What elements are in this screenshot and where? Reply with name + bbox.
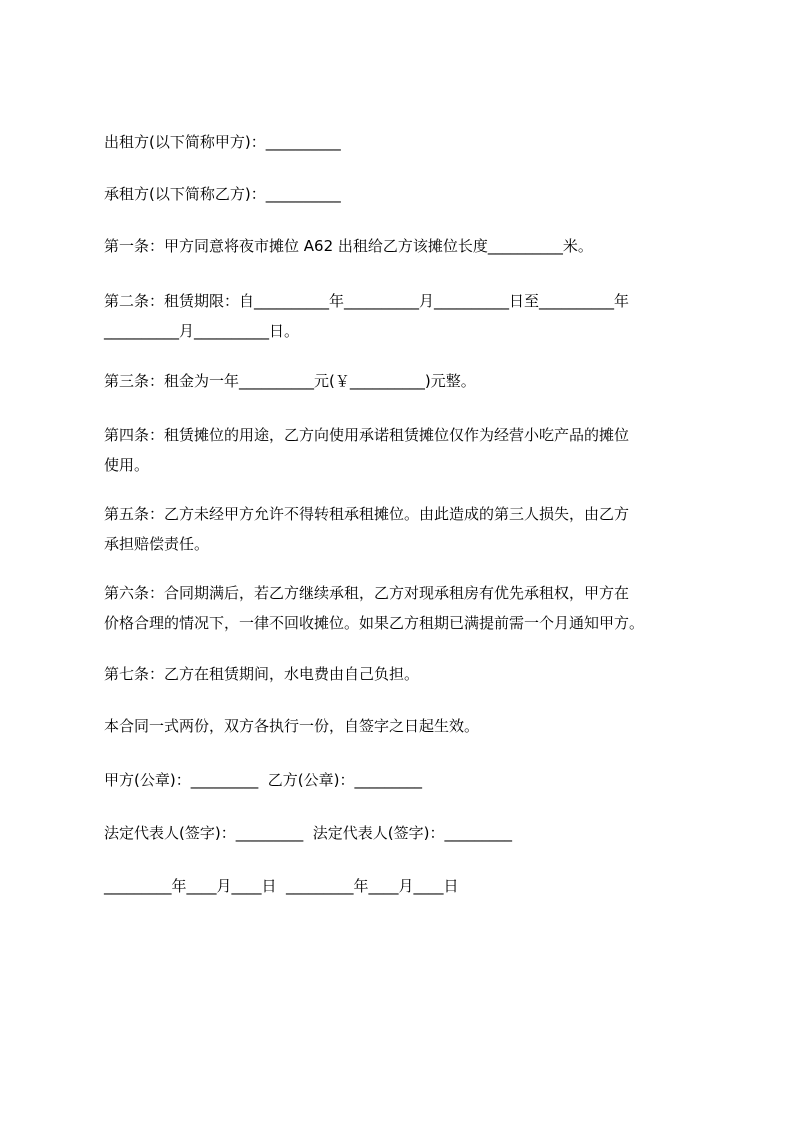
lessor-line: 出租方(以下简称甲方)：__________: [104, 133, 341, 151]
effect-clause: 本合同一式两份，双方各执行一份，自签字之日起生效。: [104, 717, 480, 735]
seal-line: 甲方(公章)：_________ 乙方(公章)：_________: [104, 771, 422, 789]
article-6: 第六条：合同期满后，若乙方继续承租，乙方对现承租房有优先承租权，甲方在 价格合理的情况下，一律不回收摊位。如果乙方租期已满提前需一个月通知甲方。: [104, 584, 645, 632]
article-3: 第三条：租金为一年__________元(￥__________)元整。: [104, 372, 476, 390]
article-4: 第四条：租赁摊位的用途，乙方向使用承诺租赁摊位仅作为经营小吃产品的摊位 使用。: [104, 426, 630, 474]
article-7: 第七条：乙方在租赁期间，水电费由自己负担。: [104, 665, 420, 683]
signature-line: 法定代表人(签字)：_________ 法定代表人(签字)：_________: [104, 824, 512, 842]
date-line: _________年____月____日 _________年____月____日: [104, 877, 459, 895]
article-1: 第一条：甲方同意将夜市摊位 A62 出租给乙方该摊位长度__________米。: [104, 237, 593, 255]
article-5: 第五条：乙方未经甲方允许不得转租承租摊位。由此造成的第三人损失，由乙方 承担赔偿责任。: [104, 505, 630, 553]
lessee-line: 承租方(以下简称乙方)：__________: [104, 185, 341, 203]
article-2: 第二条：租赁期限：自__________年__________月__________日至__________年 __________月__________日。: [104, 292, 630, 340]
